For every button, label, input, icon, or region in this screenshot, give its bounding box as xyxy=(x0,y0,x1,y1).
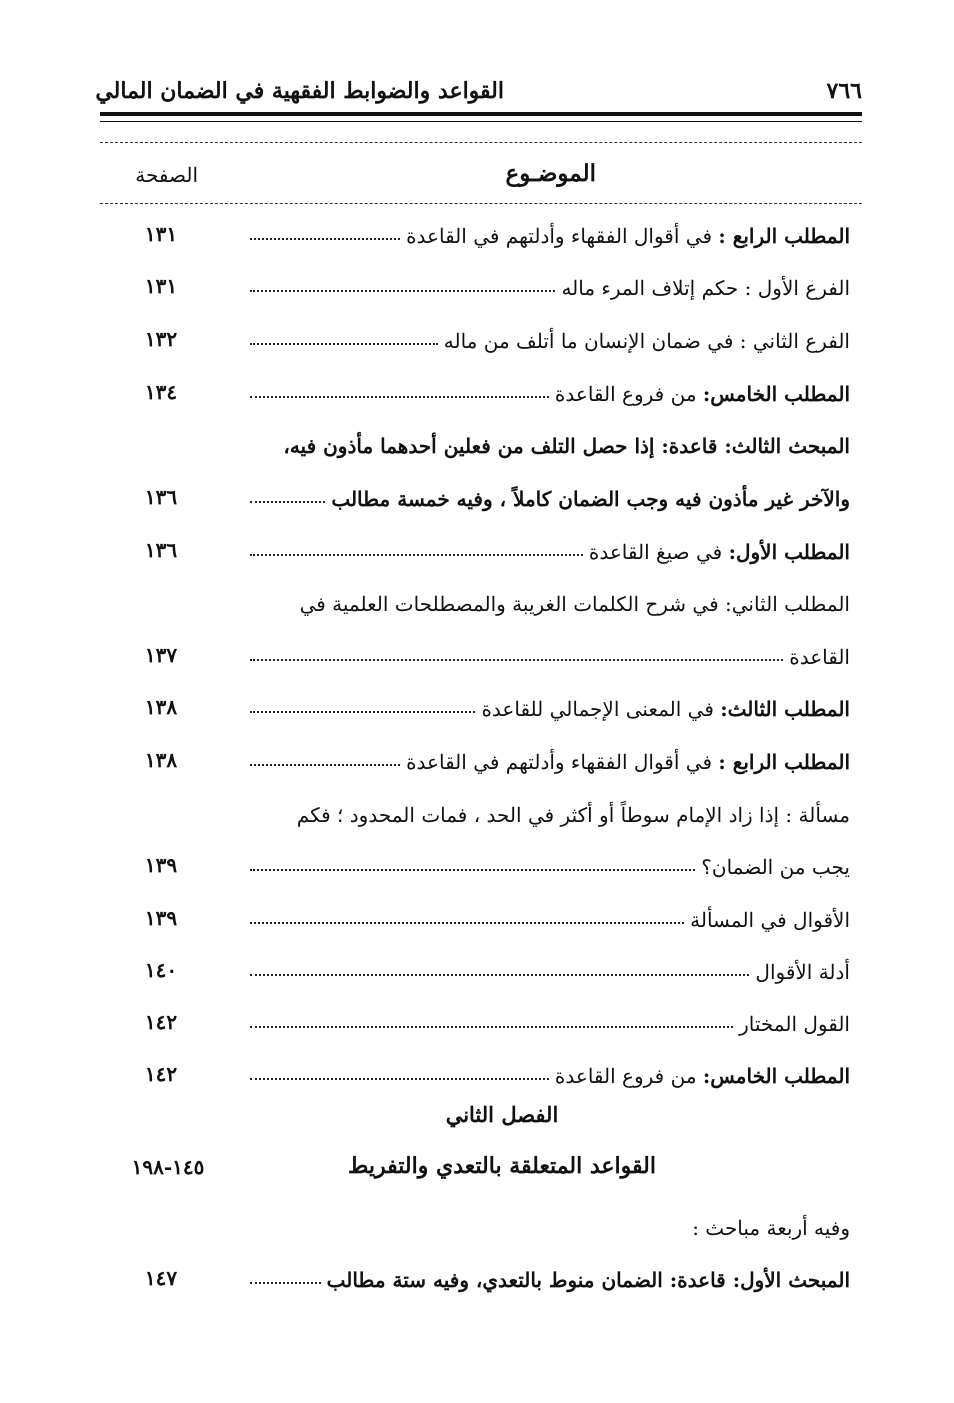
toc-entry xyxy=(100,629,862,669)
entry-text: حكم إتلاف المرء ماله xyxy=(561,276,739,300)
leader-dots xyxy=(250,922,684,924)
entry-text: القاعدة xyxy=(789,645,850,669)
entry-page: ١٣٧ xyxy=(144,643,178,667)
header-rule-thin xyxy=(100,121,862,122)
entry-page: ١٤٢ xyxy=(144,1062,178,1086)
toc-entry xyxy=(100,681,862,721)
entry-page: ١٣٨ xyxy=(144,748,178,772)
leader-dots xyxy=(250,711,475,713)
entry-text: في ضمان الإنسان ما أتلف من ماله xyxy=(443,329,734,353)
leader-dots xyxy=(250,869,695,871)
column-header-bottom-rule xyxy=(100,203,862,204)
leader-dots xyxy=(250,396,549,398)
entry-text: الأقوال في المسألة xyxy=(690,908,850,932)
toc-entry xyxy=(100,944,862,984)
toc-entry xyxy=(100,1048,862,1088)
page-column-header: الصفحة xyxy=(135,163,198,187)
entry-heading-line: المطلب الثاني: في شرح الكلمات الغريبة والمصطلحات العلمية في xyxy=(299,592,850,616)
entry-text: من فروع القاعدة xyxy=(554,1064,697,1088)
entry-text: من فروع القاعدة xyxy=(554,382,697,406)
toc-entry xyxy=(100,260,862,300)
toc-entry xyxy=(100,471,862,511)
leader-dots xyxy=(250,238,400,240)
toc-entry xyxy=(100,734,862,774)
entry-text: قاعدة: الضمان منوط بالتعدي، وفيه ستة مطالب xyxy=(326,1268,726,1292)
entry-label: المطلب الرابع : xyxy=(718,750,850,774)
entry-page: ١٣٩ xyxy=(144,906,178,930)
entry-label: المطلب الخامس: xyxy=(702,1064,850,1088)
toc-entry xyxy=(100,313,862,353)
leader-dots xyxy=(250,290,555,292)
entry-page: ١٣٤ xyxy=(144,380,178,404)
topic-column-header: الموضـوع xyxy=(505,160,596,187)
entry-text: والآخر غير مأذون فيه وجب الضمان كاملاً ، وفيه خمسة مطالب xyxy=(331,487,850,511)
leader-dots xyxy=(250,554,583,556)
entry-page: ١٣٦ xyxy=(144,485,178,509)
entry-label: المبحث الأول: xyxy=(732,1268,850,1292)
toc-entry xyxy=(100,996,862,1036)
entry-label: المطلب الخامس: xyxy=(702,382,850,406)
toc-entry xyxy=(100,1252,862,1292)
entry-page: ١٣٦ xyxy=(144,538,178,562)
entry-text: يجب من الضمان؟ xyxy=(701,855,850,879)
toc-entry-line xyxy=(100,576,862,616)
toc-entry-line xyxy=(100,418,862,458)
entry-page: ١٤٢ xyxy=(144,1010,178,1034)
chapter-title: القواعد المتعلقة بالتعدي والتفريط xyxy=(348,1153,656,1179)
entry-page: ١٣١ xyxy=(144,222,178,246)
running-header xyxy=(95,74,862,114)
leader-dots xyxy=(250,1282,321,1284)
book-title: القواعد والضوابط الفقهية في الضمان المالي xyxy=(95,78,504,104)
entry-text: القول المختار xyxy=(739,1012,850,1036)
toc-entry xyxy=(100,208,862,248)
chapter-intro-text: وفيه أربعة مباحث : xyxy=(692,1216,850,1240)
leader-dots xyxy=(250,764,400,766)
entry-text: في المعنى الإجمالي للقاعدة xyxy=(481,697,714,721)
entry-label: المطلب الثالث: xyxy=(720,697,850,721)
toc-entry xyxy=(100,839,862,879)
entry-text: في أقوال الفقهاء وأدلتهم في القاعدة xyxy=(406,750,712,774)
entry-text: في أقوال الفقهاء وأدلتهم في القاعدة xyxy=(406,224,712,248)
column-header-top-rule xyxy=(100,142,862,143)
chapter-intro xyxy=(100,1200,862,1240)
entry-text: في صيغ القاعدة xyxy=(588,540,723,564)
leader-dots xyxy=(250,501,325,503)
entry-heading-line: المبحث الثالث: قاعدة: إذا حصل التلف من فعلين أحدهما مأذون فيه، xyxy=(283,434,850,458)
page-number: ٧٦٦ xyxy=(826,78,862,104)
entry-label: المطلب الأول: xyxy=(728,540,850,564)
leader-dots xyxy=(250,659,783,661)
entry-heading-line: مسألة : إذا زاد الإمام سوطاً أو أكثر في الحد ، فمات المحدود ؛ فكم xyxy=(296,803,850,827)
toc-entry xyxy=(100,366,862,406)
toc-entry-line xyxy=(100,787,862,827)
chapter-name: الفصل الثاني xyxy=(445,1102,559,1127)
entry-page: ١٣٢ xyxy=(144,327,178,351)
header-rule-thick xyxy=(100,112,862,116)
entry-page: ١٣١ xyxy=(144,274,178,298)
leader-dots xyxy=(250,974,749,976)
toc-entry xyxy=(100,892,862,932)
entry-label: المطلب الرابع : xyxy=(718,224,850,248)
entry-label: الفرع الأول : xyxy=(744,276,850,300)
entry-page: ١٤٧ xyxy=(144,1266,178,1290)
leader-dots xyxy=(250,1078,549,1080)
toc-entry xyxy=(100,524,862,564)
leader-dots xyxy=(250,1026,733,1028)
entry-label: الفرع الثاني : xyxy=(739,329,850,353)
chapter-page-range: ١٤٥-١٩٨ xyxy=(131,1155,205,1179)
entry-page: ١٣٩ xyxy=(144,853,178,877)
entry-page: ١٤٠ xyxy=(144,958,178,982)
leader-dots xyxy=(250,343,438,345)
entry-page: ١٣٨ xyxy=(144,695,178,719)
entry-text: أدلة الأقوال xyxy=(755,960,850,984)
